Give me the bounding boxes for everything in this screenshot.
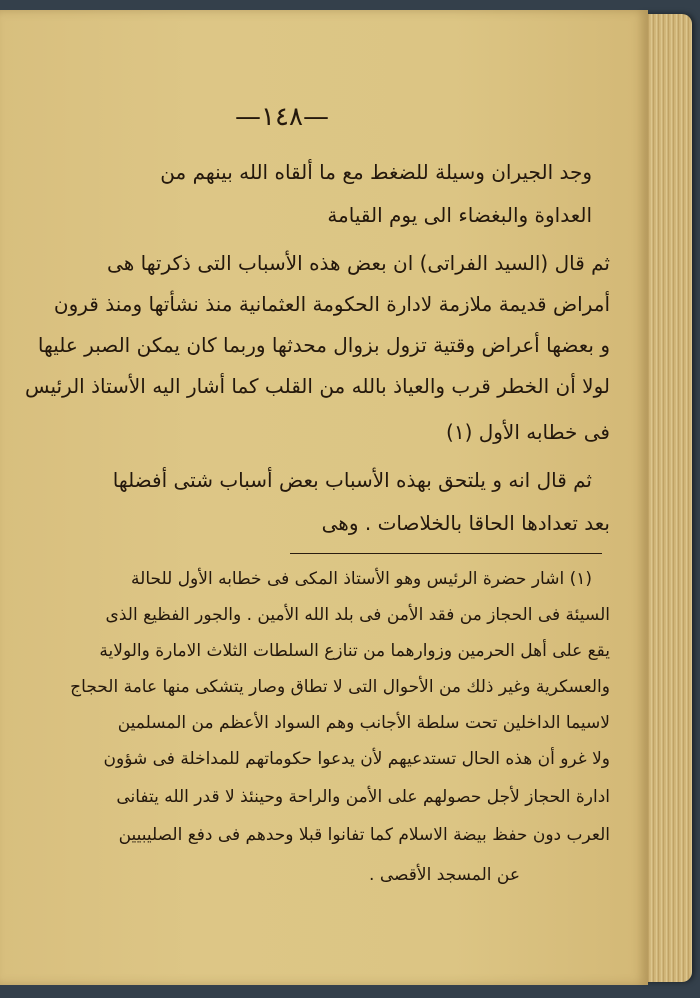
body-line-1: وجد الجيران وسيلة للضغط مع ما ألقاه الله بينهم من (160, 160, 592, 184)
body-line-6: لولا أن الخطر قرب والعياذ بالله من القلب كما أشار اليه الأستاذ الرئيس (24, 374, 610, 398)
body-line-4: أمراض قديمة ملازمة لادارة الحكومة العثمانية منذ نشأتها ومنذ قرون (53, 292, 610, 316)
page-number: —١٤٨— (235, 102, 329, 132)
footnote-line-3: يقع على أهل الحرمين وزوارهما من تنازع السلطات الثلاث الامارة والولاية (99, 641, 610, 661)
body-line-2: العداوة والبغضاء الى يوم القيامة (327, 203, 592, 227)
body-line-5: و بعضها أعراض وقتية تزول بزوال محدثها وربما كان يمكن الصبر عليها (37, 333, 610, 357)
footnote-line-9: عن المسجد الأقصى . (369, 865, 520, 885)
footnote-line-2: السيئة فى الحجاز من فقد الأمن فى بلد الله الأمين . والجور الفظيع الذى (105, 605, 610, 625)
body-line-9: بعد تعدادها الحاقا بالخلاصات . وهى (321, 511, 610, 535)
footnote-line-1: (١) اشار حضرة الرئيس وهو الأستاذ المكى فى خطابه الأول للحالة (131, 569, 592, 589)
footnote-line-7: ادارة الحجاز لأجل حصولهم على الأمن والراحة وحينئذ لا قدر الله يتفانى (116, 787, 610, 807)
body-line-7: فى خطابه الأول (١) (446, 420, 610, 444)
footnote-line-8: العرب دون حفظ بيضة الاسلام كما تفانوا قبلا وحدهم فى دفع الصليبيين (118, 825, 610, 845)
footnote-line-5: لاسيما الداخلين تحت سلطة الأجانب وهم السواد الأعظم من المسلمين (117, 713, 610, 733)
footnote-divider (290, 553, 602, 554)
body-line-8: ثم قال انه و يلتحق بهذه الأسباب بعض أسباب شتى أفضلها (112, 468, 592, 492)
footnote-line-6: ولا غرو أن هذه الحال تستدعيهم لأن يدعوا حكوماتهم للمداخلة فى شؤون (103, 749, 610, 769)
body-line-3: ثم قال (السيد الفراتى) ان بعض هذه الأسباب التى ذكرتها هى (107, 251, 610, 275)
footnote-line-4: والعسكرية وغير ذلك من الأحوال التى لا تطاق وصار يتشكى منها عامة الحجاج (70, 677, 610, 697)
